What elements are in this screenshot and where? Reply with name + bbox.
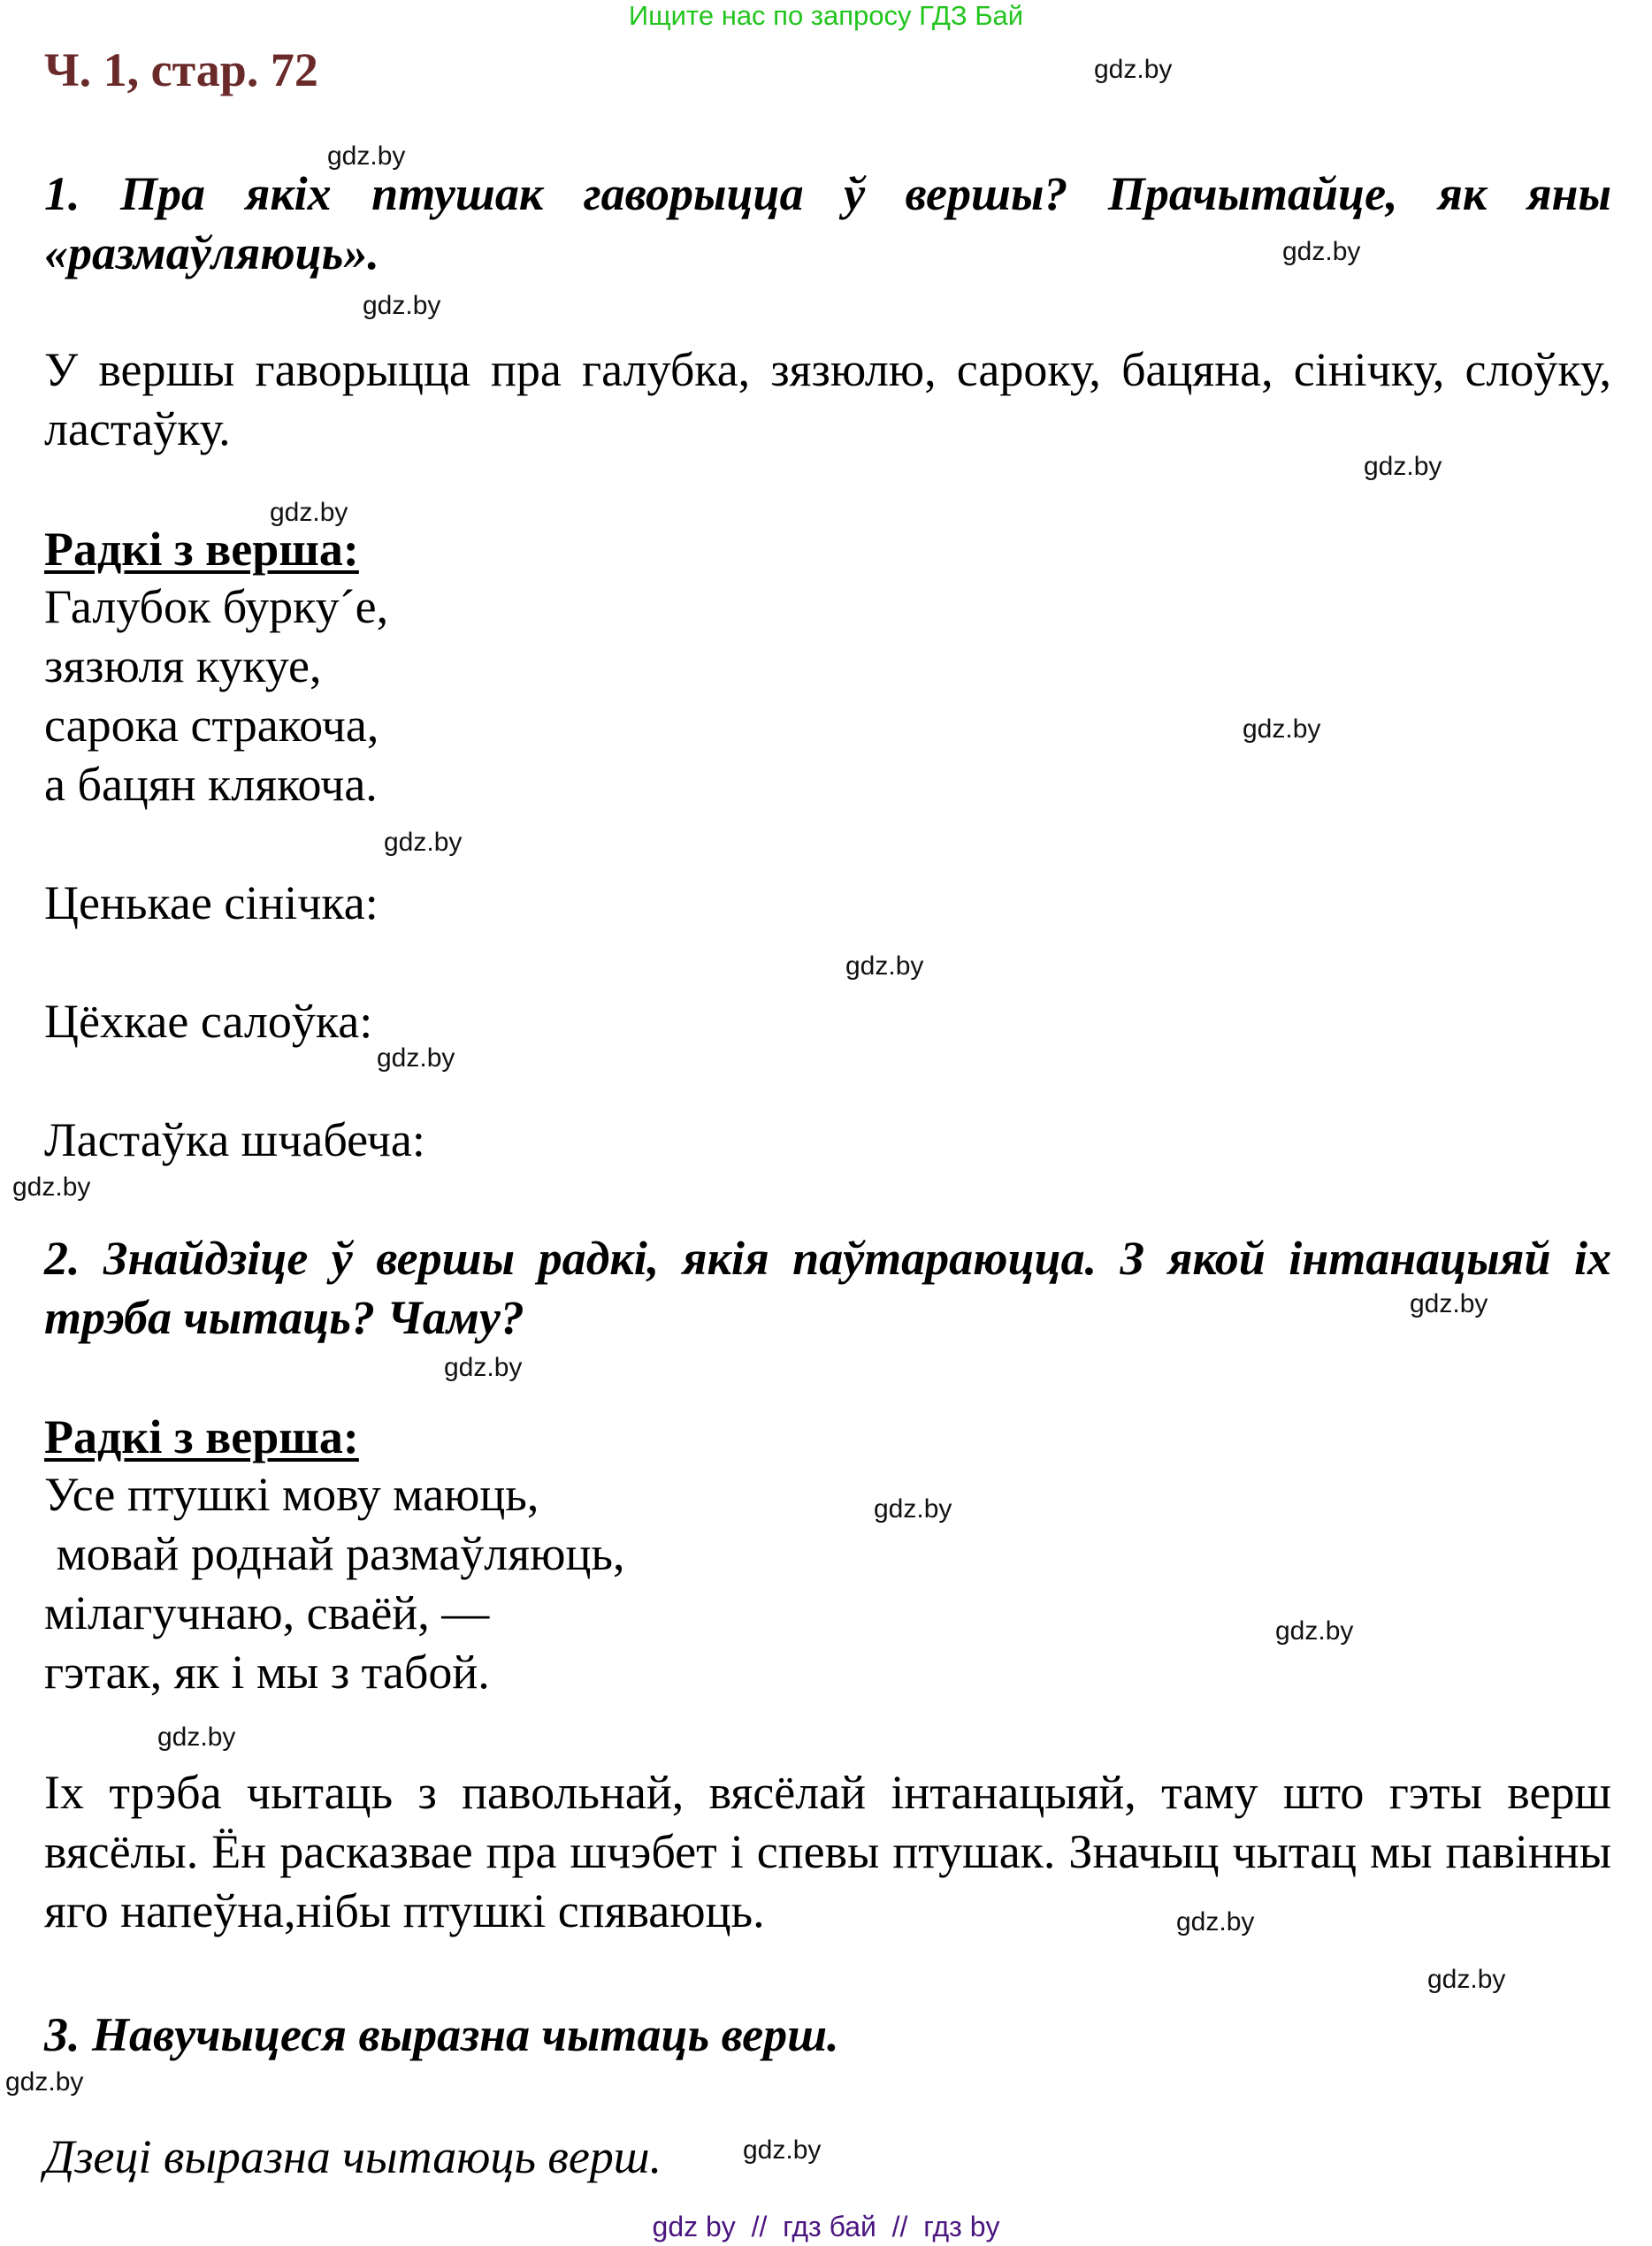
watermark: gdz.by [1427,1965,1506,1994]
watermark: gdz.by [874,1494,952,1524]
watermark: gdz.by [1410,1289,1488,1318]
watermark: gdz.by [1176,1907,1255,1937]
poem-line: Усе птушкі мову маюць, [44,1468,539,1521]
poem-line: а бацян клякоча. [44,758,378,811]
poem-line: зязюля кукуе, [44,639,322,692]
watermark: gdz.by [444,1353,523,1382]
task-1-lines-heading: Радкі з верша: [44,523,359,576]
watermark: gdz.by [1275,1616,1354,1646]
poem-line: мілагучнаю, сваёй, — [44,1586,490,1639]
watermark: gdz.by [845,951,924,981]
poem-line: сарока стракоча, [44,699,379,752]
watermark: gdz.by [157,1723,236,1752]
watermark: gdz.by [327,141,406,171]
poem-line: Ценькае сінічка: [44,876,379,929]
task-2-answer: Іх трэба чытаць з павольнай, вясёлай інтанацыяй, таму што гэты верш вясёлы. Ён расказвае пра шчэбет і спевы птушак. Значыц чытац мы павінны яго напеўна,нібы птушкі спяваюць. [44,1766,1611,1937]
poem-line: Галубок бурку´е, [44,580,389,633]
poem-line: Цёхкае салоўка: [44,995,373,1048]
task-2-question: 2. Знайдзіце ў вершы радкі, якія паўтараюцца. З якой інтанацыяй іх трэба чытаць? Чаму? [44,1232,1611,1344]
watermark: gdz.by [363,291,441,320]
watermark: gdz.by [377,1043,455,1073]
task-3-answer: Дзеці выразна чытаюць верш. [44,2130,662,2183]
footer-links[interactable]: gdz by // гдз бай // гдз by [652,2211,1000,2242]
watermark: gdz.by [12,1173,91,1202]
watermark: gdz.by [1364,452,1442,481]
task-2-lines-heading: Радкі з верша: [44,1410,359,1463]
watermark: gdz.by [1243,714,1321,744]
watermark: gdz.by [1094,55,1173,84]
watermark: gdz.by [743,2135,822,2165]
promo-banner[interactable]: Ищите нас по запросу ГДЗ Бай [628,0,1024,31]
watermark: gdz.by [384,828,463,857]
task-1-question: 1. Пра якіх птушак гаворыцца ў вершы? Прачытайце, як яны «размаўляюць». [44,167,1611,279]
task-3-question: 3. Навучыцеся выразна чытаць верш. [44,2008,839,2061]
watermark: gdz.by [5,2067,84,2097]
poem-line: Ластаўка шчабеча: [44,1113,425,1166]
poem-line: мовай роднай размаўляюць, [44,1527,625,1580]
watermark: gdz.by [270,498,348,527]
task-1-answer: У вершы гаворыцца пра галубка, зязюлю, сароку, бацяна, сінічку, слоўку, ластаўку. [44,343,1611,455]
watermark: gdz.by [1282,237,1361,266]
page-title: Ч. 1, стар. 72 [44,43,318,96]
poem-line: гэтак, як і мы з табой. [44,1646,490,1699]
